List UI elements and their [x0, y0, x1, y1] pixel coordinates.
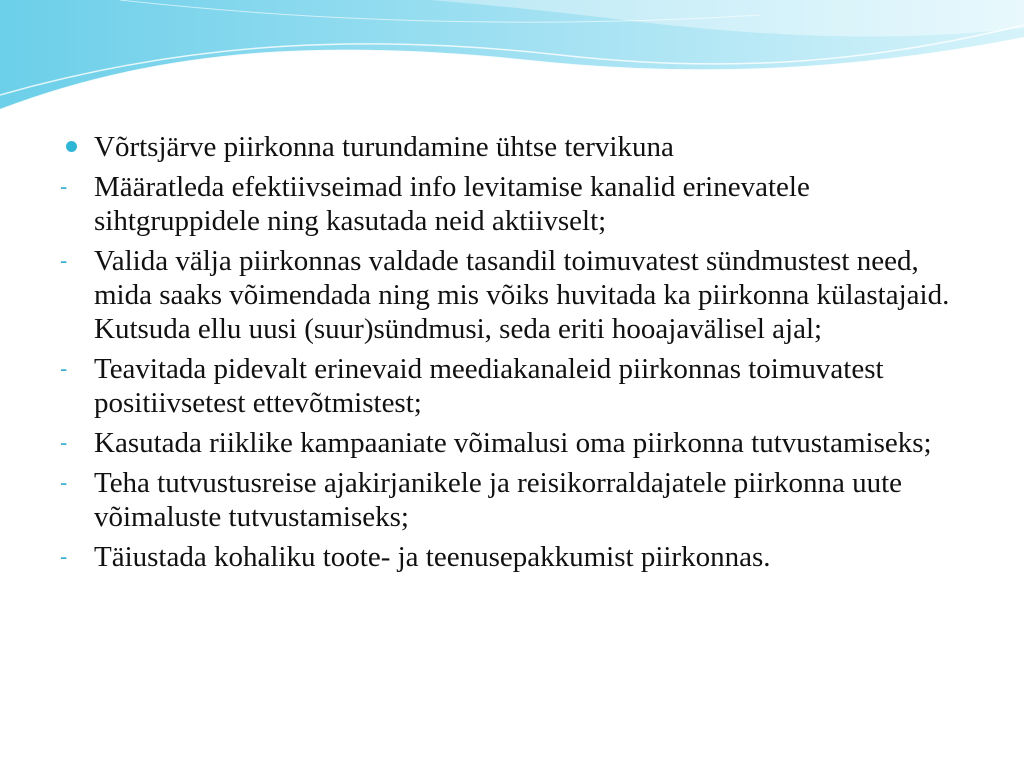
list-item-text: Teha tutvustusreise ajakirjanikele ja reisikorraldajatele piirkonna uute võimaluste tutvustamiseks;: [94, 467, 903, 533]
list-item: [58, 540, 978, 574]
list-item-text: Teavitada pidevalt erinevaid meediakanaleid piirkonnas toimuvatest positiivsetest ettevõtmistest;: [94, 353, 884, 419]
dash-marker: -: [60, 248, 68, 273]
dash-marker: -: [60, 174, 68, 199]
list-item: [58, 130, 978, 164]
list-item-text: Määratleda efektiivseimad info levitamise kanalid erinevatele sihtgruppidele ning kasutada neid aktiivselt;: [94, 171, 810, 237]
dash-marker: -: [60, 356, 68, 381]
list-item: [58, 426, 978, 460]
list-item: [58, 244, 978, 346]
list-item: [58, 352, 978, 420]
list-item-text: Võrtsjärve piirkonna turundamine ühtse tervikuna: [94, 131, 674, 163]
bullet-dot-icon: [66, 141, 77, 152]
list-item-text: Täiustada kohaliku toote- ja teenusepakkumist piirkonnas.: [94, 541, 771, 573]
list-item: [58, 170, 978, 238]
dash-marker: -: [60, 544, 68, 569]
list-item-text: Kasutada riiklike kampaaniate võimalusi oma piirkonna tutvustamiseks;: [94, 427, 932, 459]
dash-marker: -: [60, 430, 68, 455]
bullet-list: [58, 130, 978, 580]
list-item-text: Valida välja piirkonnas valdade tasandil toimuvatest sündmustest need, mida saaks võimendada ning mis võiks huvitada ka piirkonna külastajaid. Kutsuda ellu uusi (suur)sündmusi, seda eriti hooajavälisel ajal;: [94, 245, 950, 345]
dash-marker: -: [60, 470, 68, 495]
list-item: [58, 466, 978, 534]
decorative-wave-header: [0, 0, 1024, 140]
